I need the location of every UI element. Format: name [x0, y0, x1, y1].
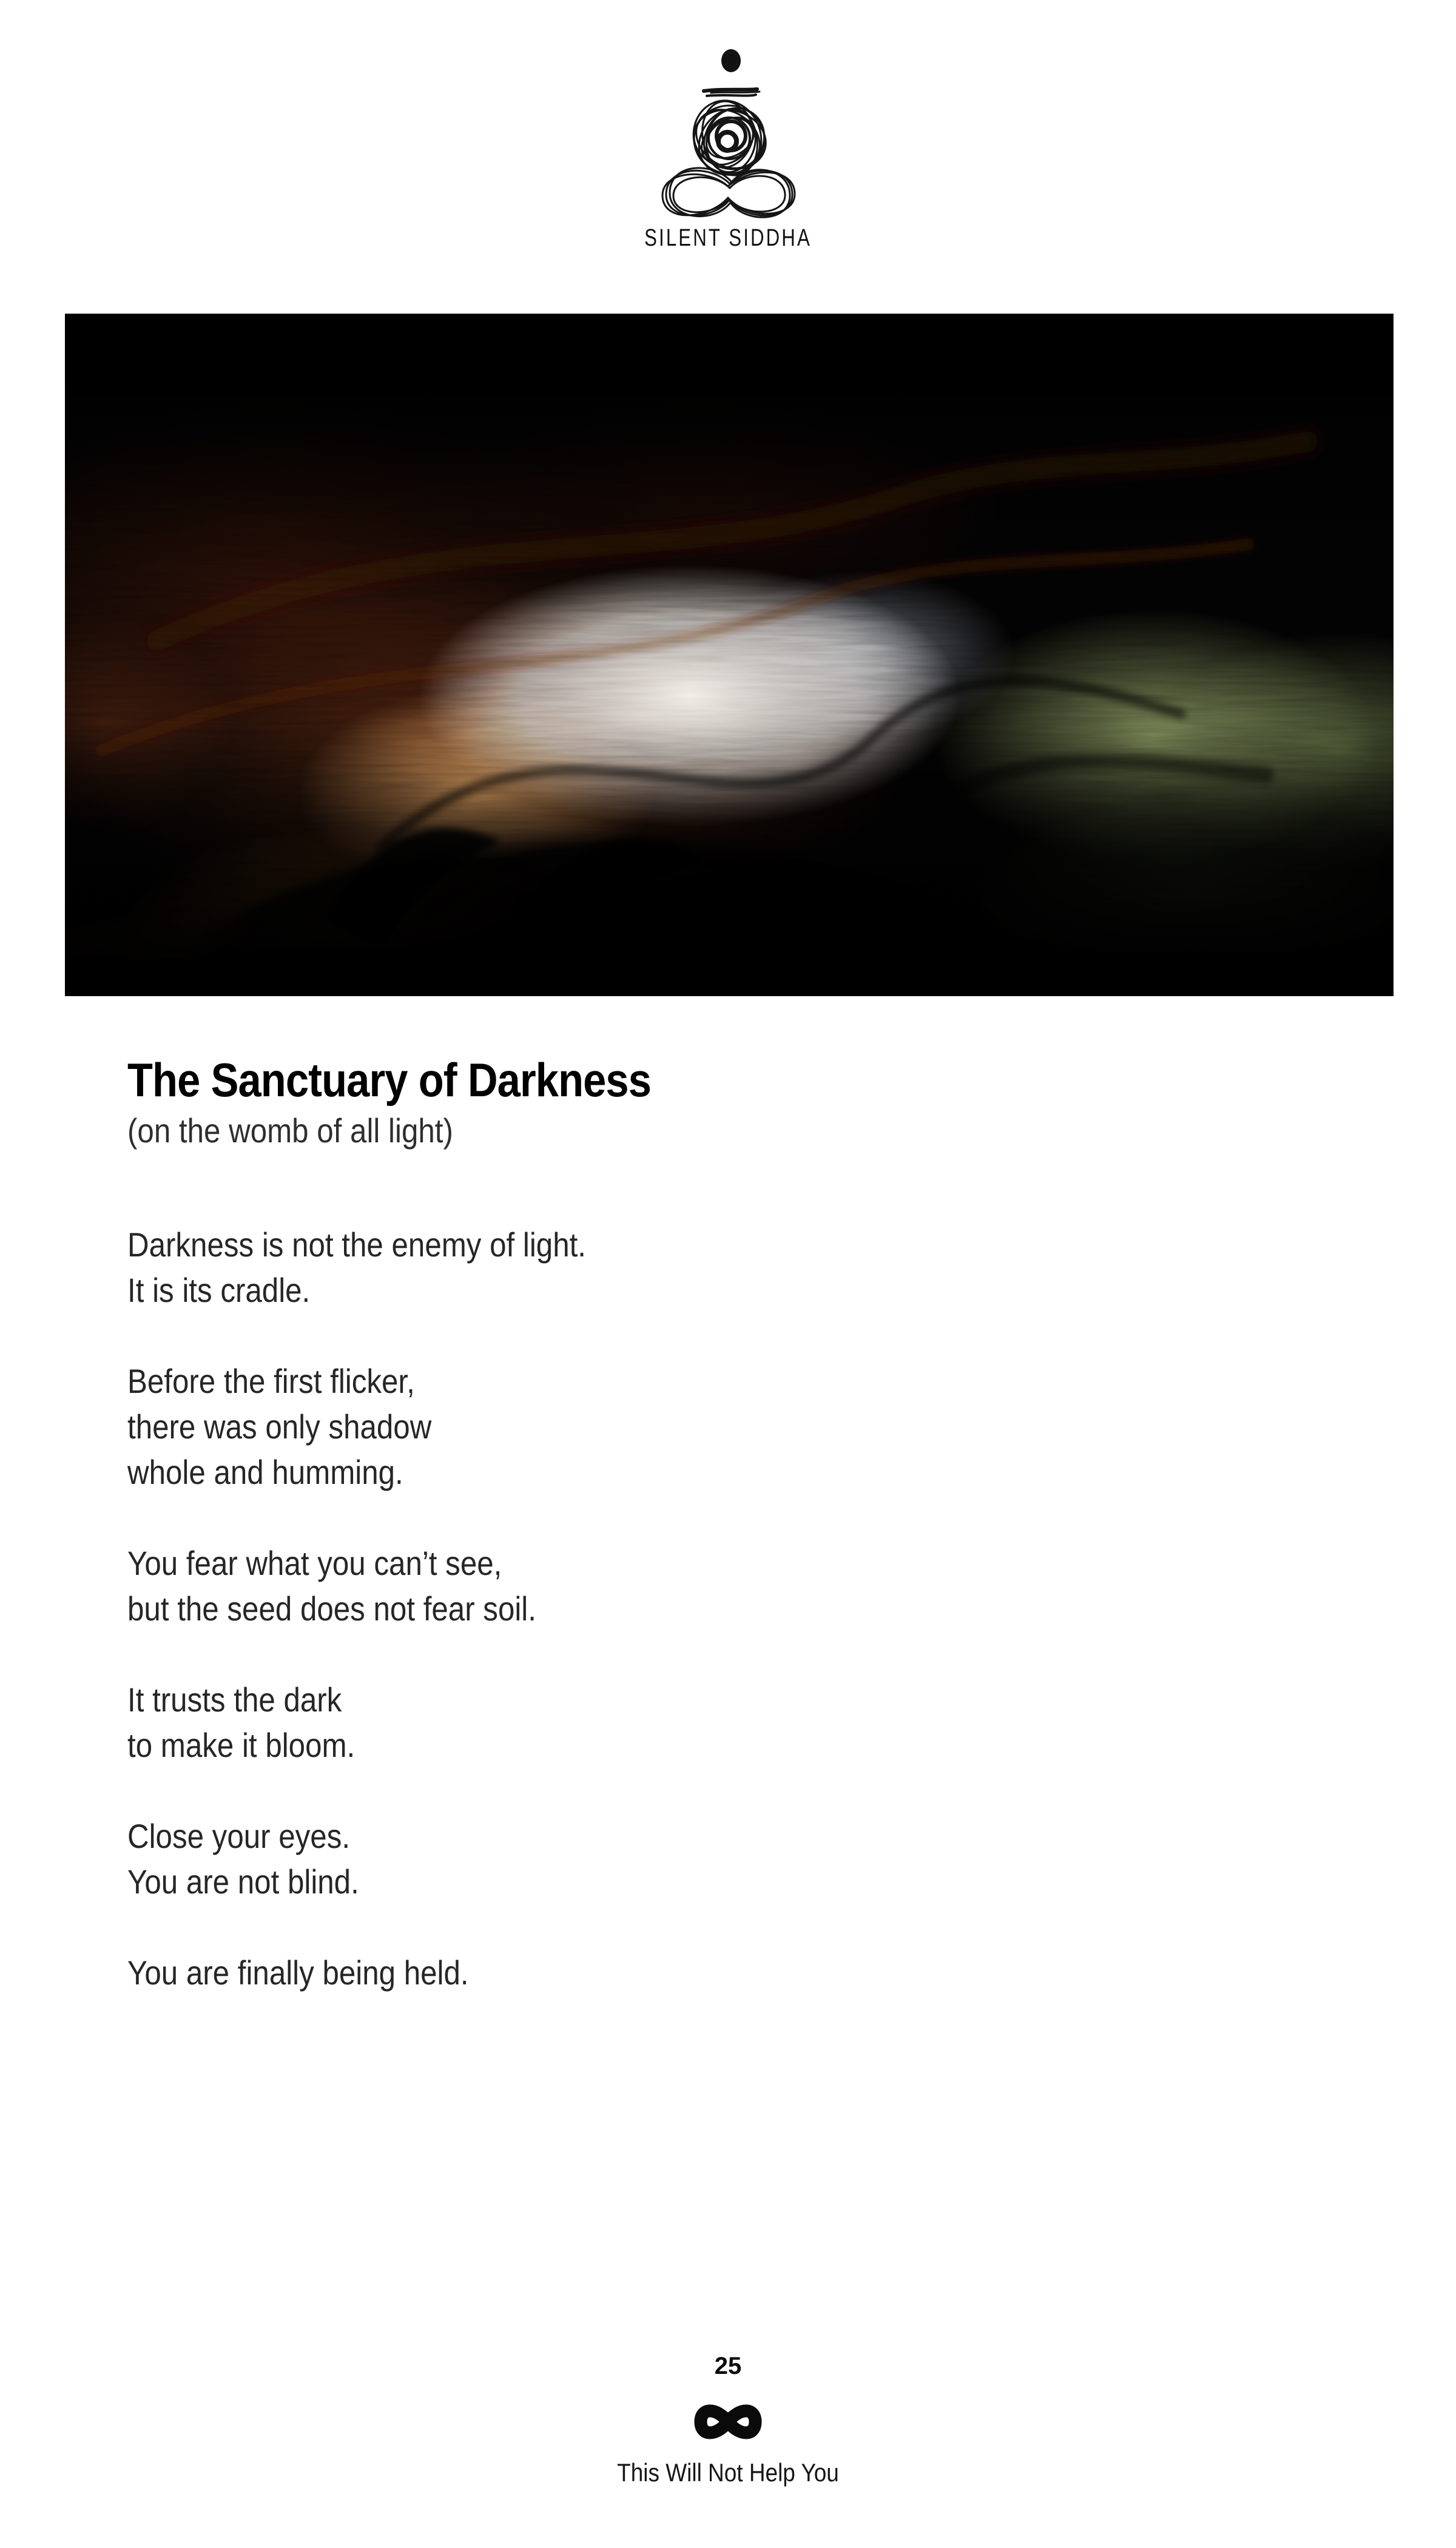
silent-siddha-logo-icon — [607, 47, 849, 229]
poem-line: to make it bloom. — [127, 1726, 356, 1764]
poem-stanza — [127, 1950, 651, 1995]
poem-line: You are not blind. — [127, 1862, 359, 1901]
poem-stanza — [127, 1540, 651, 1631]
poem-line: but the seed does not fear soil. — [127, 1589, 536, 1628]
poem — [127, 1052, 651, 2041]
poem-line: there was only shadow — [127, 1407, 432, 1446]
poem-line: It trusts the dark — [127, 1680, 342, 1719]
logo — [0, 47, 1456, 254]
poem-subtitle: (on the womb of all light) — [127, 1111, 453, 1150]
poem-line: You are finally being held. — [127, 1953, 469, 1992]
poem-line: It is its cradle. — [127, 1271, 311, 1309]
poem-stanza — [127, 1358, 651, 1495]
poem-line: You fear what you can’t see, — [127, 1544, 502, 1582]
poem-line: Darkness is not the enemy of light. — [127, 1225, 587, 1264]
poem-line: whole and humming. — [127, 1453, 403, 1491]
book-title: This Will Not Help You — [617, 2458, 839, 2487]
poem-title: The Sanctuary of Darkness — [127, 1053, 652, 1107]
artwork-image — [65, 314, 1394, 996]
poem-stanza — [127, 1677, 651, 1768]
poem-stanza — [127, 1222, 651, 1313]
poem-line: Before the first flicker, — [127, 1362, 415, 1400]
infinity-icon — [682, 2398, 774, 2446]
poem-stanza — [127, 1813, 651, 1904]
poem-line: Close your eyes. — [127, 1817, 351, 1855]
artwork-fiber-texture — [65, 314, 1394, 996]
logo-caption: SILENT SIDDHA — [644, 224, 812, 251]
page-number: 25 — [714, 2353, 742, 2379]
